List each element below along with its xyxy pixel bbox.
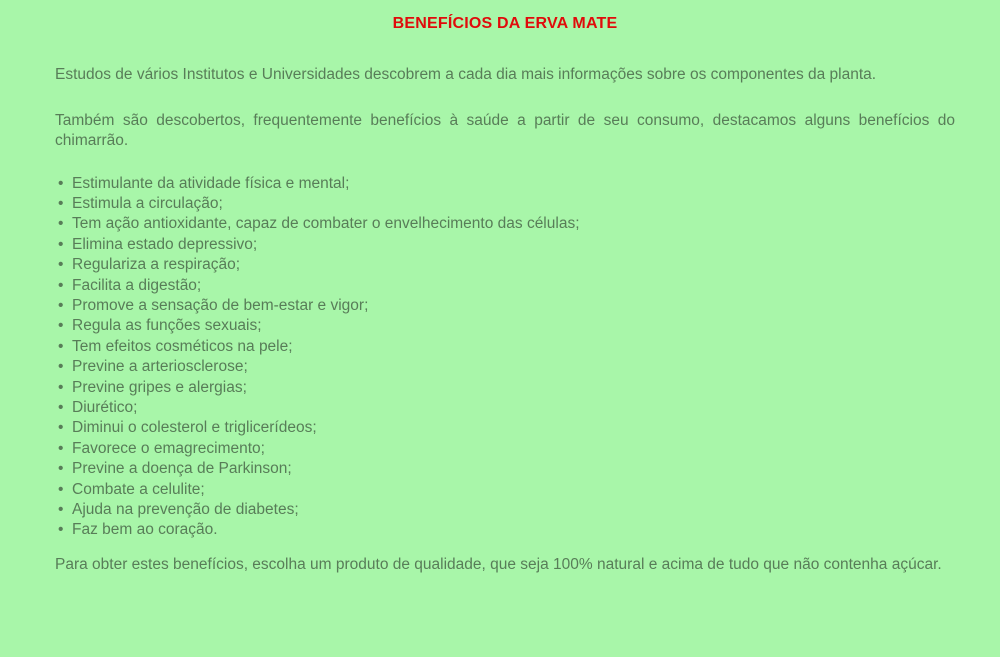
list-item [58, 480, 955, 500]
bullet-icon: • [58, 501, 64, 518]
bullet-icon: • [58, 337, 64, 355]
list-item-label: Regulariza a respiração; [72, 256, 241, 274]
bullet-icon: • [58, 276, 64, 294]
list-item-label: Estimula a circulação; [72, 194, 223, 212]
intro-paragraph: Estudos de vários Institutos e Universidades descobrem a cada dia mais informações sobre os componentes da planta. [55, 66, 877, 83]
list-item [58, 194, 955, 214]
list-item [58, 214, 955, 234]
list-item [58, 316, 955, 336]
list-item-label: Faz bem ao coração. [72, 521, 218, 539]
list-item [58, 398, 955, 418]
bullet-icon: • [58, 235, 64, 253]
list-item [58, 459, 955, 479]
list-item-label: Previne a doença de Parkinson; [72, 460, 292, 478]
list-item [58, 235, 955, 255]
bullet-icon: • [58, 419, 64, 437]
list-item-label: Regula as funções sexuais; [72, 317, 262, 335]
discovery-paragraph: Também são descobertos, frequentemente benefícios à saúde a partir de seu consumo, destacamos alguns benefícios do chimarrão. [55, 111, 955, 149]
bullet-icon: • [58, 358, 64, 376]
benefits-list [58, 174, 955, 541]
list-item [58, 500, 955, 520]
list-item [58, 174, 955, 194]
list-item [58, 520, 955, 540]
list-item-label: Diminui o colesterol e triglicerídeos; [72, 419, 317, 437]
list-item-label: Elimina estado depressivo; [72, 235, 258, 253]
bullet-icon: • [58, 194, 64, 212]
page-title: BENEFÍCIOS DA ERVA MATE [392, 15, 618, 32]
list-item-label: Diurético; [72, 398, 138, 416]
list-item-label: Previne gripes e alergias; [72, 378, 247, 396]
list-item-label: Favorece o emagrecimento; [72, 439, 265, 457]
bullet-icon: • [58, 256, 64, 274]
bullet-icon: • [58, 378, 64, 396]
list-item [58, 296, 955, 316]
list-item [58, 418, 955, 438]
bullet-icon: • [58, 174, 64, 192]
list-item [58, 337, 955, 357]
list-item-label: Estimulante da atividade física e mental; [72, 174, 350, 192]
list-item-label: Facilita a digestão; [72, 276, 202, 294]
bullet-icon: • [58, 439, 64, 457]
closing-paragraph: Para obter estes benefícios, escolha um produto de qualidade, que seja 100% natural e acima de tudo que não contenha açúcar. [55, 555, 942, 573]
list-item [58, 439, 955, 459]
list-item [58, 357, 955, 377]
bullet-icon: • [58, 398, 64, 416]
list-item-label: Promove a sensação de bem-estar e vigor; [72, 296, 369, 314]
list-item-label: Ajuda na prevenção de diabetes; [72, 501, 299, 518]
list-item-label: Tem ação antioxidante, capaz de combater o envelhecimento das células; [72, 215, 580, 233]
bullet-icon: • [58, 460, 64, 478]
bullet-icon: • [58, 215, 64, 233]
bullet-icon: • [58, 521, 64, 539]
bullet-icon: • [58, 480, 64, 498]
list-item [58, 378, 955, 398]
bullet-icon: • [58, 317, 64, 335]
list-item-label: Tem efeitos cosméticos na pele; [72, 337, 293, 355]
list-item [58, 255, 955, 275]
bullet-icon: • [58, 296, 64, 314]
list-item-label: Combate a celulite; [72, 480, 205, 498]
list-item-label: Previne a arteriosclerose; [72, 358, 248, 376]
list-item [58, 276, 955, 296]
